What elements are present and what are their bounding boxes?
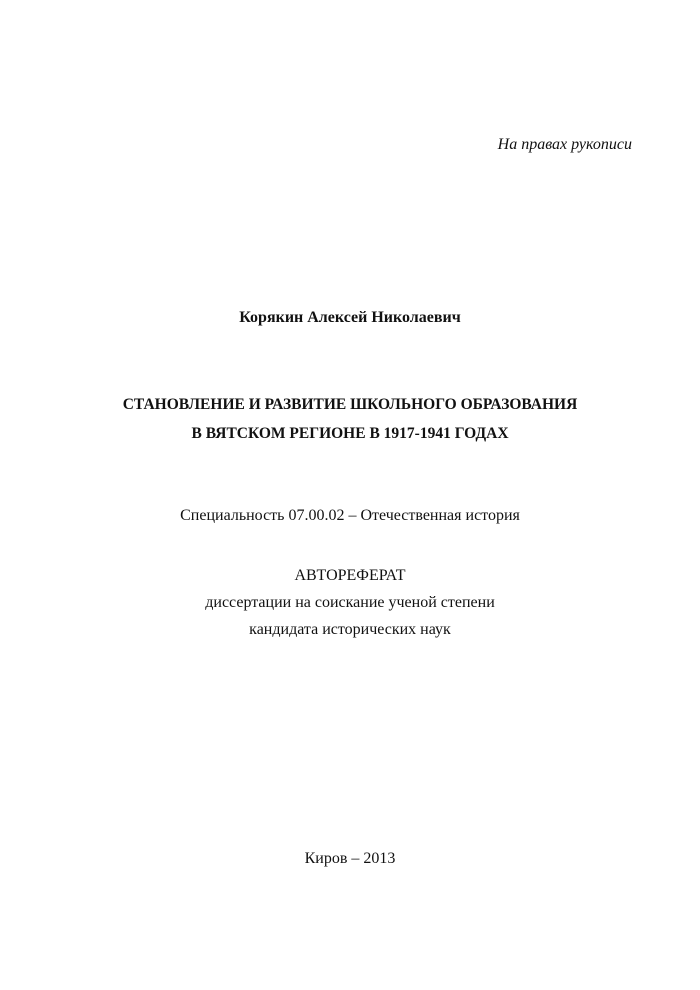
title-line-1: СТАНОВЛЕНИЕ И РАЗВИТИЕ ШКОЛЬНОГО ОБРАЗОВАНИЯ xyxy=(122,396,578,413)
title-line-2: В ВЯТСКОМ РЕГИОНЕ В 1917-1941 ГОДАХ xyxy=(191,425,509,442)
abstract-line-1: диссертации на соискание ученой степени xyxy=(205,594,495,611)
author-name: Корякин Алексей Николаевич xyxy=(239,309,461,326)
manuscript-note: На правах рукописи xyxy=(497,136,632,153)
abstract-line-2: кандидата исторических наук xyxy=(249,621,451,638)
abstract-heading: АВТОРЕФЕРАТ xyxy=(294,567,406,584)
abstract-block xyxy=(0,562,700,643)
specialty-line: Специальность 07.00.02 – Отечественная история xyxy=(180,507,520,524)
city-year: Киров – 2013 xyxy=(304,850,396,867)
dissertation-title xyxy=(0,390,700,448)
